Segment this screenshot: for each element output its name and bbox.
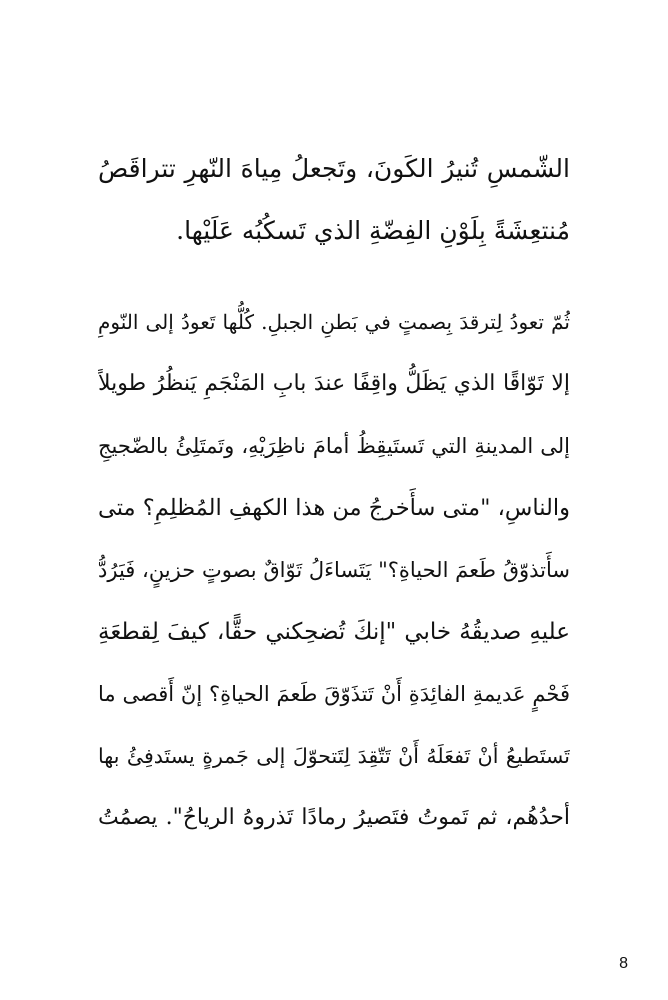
paragraph-1 bbox=[98, 138, 570, 262]
text-line: الشّمسِ تُنيرُ الكَونَ، وتَجعلُ مِياهَ النّهرِ تتراقَصُ bbox=[98, 154, 570, 183]
text-line: ثُمّ تعودُ لِترقدَ بِصمتٍ في بَطنِ الجبلِ. كُلُّها تَعودُ إلى النّومِ bbox=[98, 310, 570, 334]
page-number: 8 bbox=[619, 955, 628, 972]
text-line: تَستَطيعُ أنْ تَفعَلَهُ أَنْ تَتّقِدَ لِتَتحوّلَ إلى جَمرةٍ يستَدفِئُ بها bbox=[98, 744, 570, 768]
text-line: أحدُهُم، ثم تَموتُ فتَصيرُ رمادًا تَذروهُ الرياحُ". يصمُتُ bbox=[98, 805, 570, 830]
text-line: مُنتعِشَةً بِلَوْنِ الفِضّةِ الذي تَسكُبُه عَلَيْها. bbox=[176, 216, 570, 245]
text-line: إلى المدينةِ التي تَستَيقِظُ أمامَ ناظِرَيْهِ، وتَمتَلِئُ بالضّجيجِ bbox=[98, 434, 570, 458]
text-line: إلا تَوّاقًا الذي يَظَلُّ واقِفًا عندَ بابِ المَنْجَمِ يَنظُرُ طويلاً bbox=[98, 371, 570, 396]
paragraph-2 bbox=[98, 291, 570, 849]
text-line: فَحْمٍ عَديمةِ الفائِدَةِ أَنْ تَتذَوّقَ طَعمَ الحياةِ؟ إنّ أَقصى ما bbox=[98, 682, 570, 706]
text-line: والناسِ، "متى سأَخرجُ من هذا الكهفِ المُظلِمِ؟ متى bbox=[98, 495, 570, 521]
text-line: سأَتذوّقُ طَعمَ الحياةِ؟" يَتَساءَلُ تَوّاقٌ بصوتٍ حزينٍ، فَيَرُدُّ bbox=[98, 558, 570, 582]
text-line: عليهِ صديقُهُ خابي "إنكَ تُضحِكني حقًّا، كيفَ لِقطعَةِ bbox=[98, 619, 570, 645]
